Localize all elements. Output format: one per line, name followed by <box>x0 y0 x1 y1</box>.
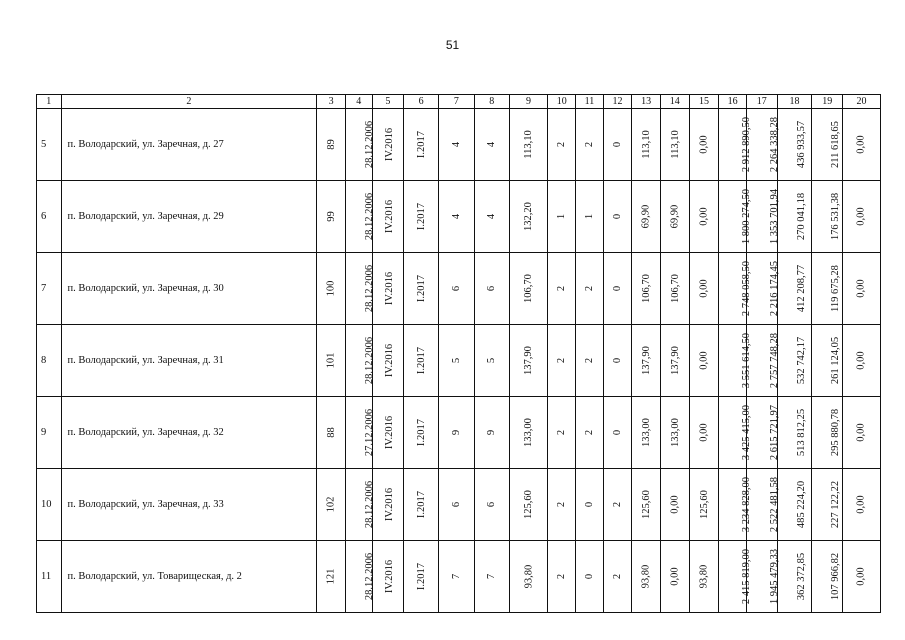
table-cell-col-14 <box>660 469 689 541</box>
table-cell-col-11 <box>576 541 604 613</box>
table-cell-col-15 <box>689 109 719 181</box>
cell-value: 0,00 <box>856 279 868 298</box>
cell-value: 89 <box>325 139 337 150</box>
cell-value: 9 <box>450 429 462 436</box>
table-cell-col-2: п. Володарский, ул. Товарищеская, д. 2 <box>61 541 317 613</box>
table-cell-col-10 <box>548 397 576 469</box>
cell-value: 133,00 <box>523 418 535 447</box>
table-cell-col-9 <box>509 397 548 469</box>
cell-value: 2 <box>612 573 623 580</box>
table-cell-col-6 <box>404 469 439 541</box>
table-cell-col-20 <box>843 397 881 469</box>
column-number-16: 16 <box>719 95 747 109</box>
table-cell-col-18 <box>777 109 812 181</box>
cell-value: 0 <box>612 285 623 292</box>
cell-value: 0,00 <box>856 207 868 226</box>
cell-value: 2 415 819,00 <box>741 548 753 605</box>
table-cell-col-15 <box>689 541 719 613</box>
table-cell-col-5 <box>372 181 404 253</box>
page-number: 51 <box>445 38 460 52</box>
table-cell-col-18 <box>777 469 812 541</box>
table-cell-col-1: 5 <box>37 109 62 181</box>
table-cell-col-11 <box>576 181 604 253</box>
table-cell-col-1: 8 <box>37 325 62 397</box>
cell-value: 100 <box>325 280 337 297</box>
table-cell-col-13 <box>632 325 661 397</box>
cell-value: 2 <box>556 141 568 148</box>
cell-value: IV.2016 <box>383 343 395 378</box>
cell-value: 2 216 174,45 <box>768 260 780 317</box>
cell-value: 2 757 748,28 <box>768 332 780 389</box>
cell-value: 0,00 <box>698 351 710 370</box>
table-cell-col-2: п. Володарский, ул. Заречная, д. 27 <box>61 109 317 181</box>
table-cell-col-16 <box>719 253 753 325</box>
table-cell-col-18 <box>777 253 812 325</box>
table-cell-col-4 <box>345 469 376 541</box>
cell-value: 125,60 <box>698 490 710 519</box>
table-cell-col-1: 9 <box>37 397 62 469</box>
table-cell-col-11 <box>576 325 604 397</box>
cell-value: 88 <box>325 427 337 438</box>
cell-value: 137,90 <box>641 346 653 375</box>
cell-value: 28.12.2006 <box>364 192 376 241</box>
cell-value: 125,60 <box>641 490 653 519</box>
cell-value: 106,70 <box>641 274 653 303</box>
table-cell-col-14 <box>660 181 689 253</box>
table-cell-col-8 <box>474 325 509 397</box>
table-cell-col-7 <box>439 541 475 613</box>
column-number-row <box>37 95 881 109</box>
table-cell-col-5 <box>372 325 404 397</box>
table-cell-col-9 <box>509 253 548 325</box>
cell-value: 28.12.2006 <box>364 480 376 529</box>
table-cell-col-10 <box>548 253 576 325</box>
cell-value: 2 <box>556 501 568 508</box>
table-cell-col-4 <box>345 109 376 181</box>
cell-value: 0,00 <box>698 135 710 154</box>
cell-value: 113,10 <box>523 130 535 159</box>
table-cell-col-19 <box>812 397 843 469</box>
table-cell-col-6 <box>404 397 439 469</box>
table-cell-col-3 <box>317 325 346 397</box>
column-number-12: 12 <box>603 95 632 109</box>
cell-value: 69,90 <box>669 204 681 229</box>
table-cell-col-13 <box>632 253 661 325</box>
cell-value: I.2017 <box>415 274 427 303</box>
cell-value: 0 <box>583 573 595 580</box>
table-cell-col-1: 11 <box>37 541 62 613</box>
cell-value: 2 <box>556 285 568 292</box>
table-cell-col-14 <box>660 253 689 325</box>
table-cell-col-12 <box>603 541 632 613</box>
cell-value: 6 <box>450 285 462 292</box>
table-row <box>37 397 881 469</box>
cell-value: 27.12.2006 <box>364 408 376 457</box>
table-cell-col-5 <box>372 397 404 469</box>
cell-value: 9 <box>486 429 498 436</box>
cell-value: 102 <box>325 496 337 513</box>
cell-value: I.2017 <box>415 490 427 519</box>
table-cell-col-4 <box>345 181 376 253</box>
table-cell-col-12 <box>603 397 632 469</box>
table-cell-col-9 <box>509 109 548 181</box>
table-cell-col-16 <box>719 109 753 181</box>
cell-value: 2 <box>583 429 595 436</box>
table-cell-col-14 <box>660 325 689 397</box>
column-number-2: 2 <box>61 95 317 109</box>
table-row <box>37 181 881 253</box>
table-cell-col-7 <box>439 397 475 469</box>
column-number-4: 4 <box>345 95 372 109</box>
table-cell-col-12 <box>603 253 632 325</box>
table-cell-col-15 <box>689 181 719 253</box>
cell-value: 1 945 479,33 <box>768 548 780 605</box>
cell-value: 1 <box>583 213 595 220</box>
cell-value: 513 812,25 <box>795 408 807 457</box>
cell-value: I.2017 <box>415 418 427 447</box>
table-cell-col-11 <box>576 109 604 181</box>
cell-value: 0,00 <box>856 495 868 514</box>
cell-value: 107 966,82 <box>830 552 842 601</box>
table-cell-col-7 <box>439 109 475 181</box>
cell-value: 0,00 <box>698 207 710 226</box>
cell-value: 99 <box>325 211 337 222</box>
cell-value: 0,00 <box>856 423 868 442</box>
table-cell-col-4 <box>345 325 376 397</box>
cell-value: 2 <box>556 357 568 364</box>
column-number-15: 15 <box>689 95 719 109</box>
table-cell-col-4 <box>345 253 376 325</box>
cell-value: 4 <box>486 141 498 148</box>
table-cell-col-3 <box>317 253 346 325</box>
table-cell-col-20 <box>843 325 881 397</box>
cell-value: 2 <box>556 429 568 436</box>
table-cell-col-15 <box>689 325 719 397</box>
cell-value: 4 <box>450 141 462 148</box>
register-table <box>36 94 881 613</box>
table-cell-col-15 <box>689 397 719 469</box>
table-cell-col-12 <box>603 181 632 253</box>
cell-value: 3 551 614,50 <box>741 332 753 389</box>
table-cell-col-5 <box>372 253 404 325</box>
table-cell-col-8 <box>474 397 509 469</box>
table-cell-col-6 <box>404 109 439 181</box>
table-cell-col-10 <box>548 109 576 181</box>
cell-value: 2 264 338,28 <box>768 116 780 173</box>
table-cell-col-3 <box>317 541 346 613</box>
column-number-11: 11 <box>576 95 604 109</box>
column-number-20: 20 <box>843 95 881 109</box>
table-cell-col-12 <box>603 109 632 181</box>
column-number-6: 6 <box>404 95 439 109</box>
cell-value: IV.2016 <box>383 271 395 306</box>
cell-value: 2 <box>583 285 595 292</box>
table-cell-col-10 <box>548 541 576 613</box>
cell-value: 6 <box>486 501 498 508</box>
table-cell-col-11 <box>576 397 604 469</box>
cell-value: 1 353 701,94 <box>768 188 780 245</box>
cell-value: 7 <box>450 573 462 580</box>
column-number-9: 9 <box>509 95 548 109</box>
cell-value: IV.2016 <box>383 487 395 522</box>
column-number-14: 14 <box>660 95 689 109</box>
table-cell-col-10 <box>548 469 576 541</box>
cell-value: 121 <box>325 568 337 585</box>
table-cell-col-14 <box>660 109 689 181</box>
table-row <box>37 469 881 541</box>
table-cell-col-12 <box>603 325 632 397</box>
cell-value: IV.2016 <box>383 415 395 450</box>
table-cell-col-14 <box>660 541 689 613</box>
table-cell-col-5 <box>372 469 404 541</box>
table-cell-col-19 <box>812 541 843 613</box>
cell-value: I.2017 <box>415 346 427 375</box>
cell-value: 113,10 <box>641 130 653 159</box>
cell-value: 93,80 <box>640 564 652 589</box>
table-cell-col-5 <box>372 109 404 181</box>
table-cell-col-20 <box>843 469 881 541</box>
cell-value: 28.12.2006 <box>364 336 376 385</box>
cell-value: 2 615 721,97 <box>768 404 780 461</box>
cell-value: 176 531,38 <box>830 192 842 241</box>
cell-value: 270 041,18 <box>795 192 807 241</box>
cell-value: 0,00 <box>698 279 710 298</box>
table-cell-col-8 <box>474 181 509 253</box>
table-cell-col-7 <box>439 469 475 541</box>
column-number-5: 5 <box>372 95 404 109</box>
cell-value: 125,60 <box>523 490 535 519</box>
cell-value: 0,00 <box>856 567 868 586</box>
cell-value: 227 122,22 <box>830 480 842 529</box>
cell-value: 4 <box>450 213 462 220</box>
cell-value: 0,00 <box>856 135 868 154</box>
table-cell-col-11 <box>576 253 604 325</box>
table-cell-col-6 <box>404 541 439 613</box>
table-cell-col-1: 7 <box>37 253 62 325</box>
table-cell-col-10 <box>548 181 576 253</box>
cell-value: 7 <box>486 573 498 580</box>
table-cell-col-2: п. Володарский, ул. Заречная, д. 30 <box>61 253 317 325</box>
cell-value: I.2017 <box>415 130 427 159</box>
table-cell-col-15 <box>689 253 719 325</box>
cell-value: 0 <box>583 501 595 508</box>
table-cell-col-8 <box>474 469 509 541</box>
table-cell-col-2: п. Володарский, ул. Заречная, д. 29 <box>61 181 317 253</box>
table-cell-col-13 <box>632 469 661 541</box>
table-cell-col-3 <box>317 109 346 181</box>
cell-value: IV.2016 <box>383 199 395 234</box>
cell-value: 132,20 <box>523 202 535 231</box>
cell-value: 137,90 <box>669 346 681 375</box>
cell-value: 137,90 <box>523 346 535 375</box>
table-cell-col-2: п. Володарский, ул. Заречная, д. 32 <box>61 397 317 469</box>
table-cell-col-18 <box>777 397 812 469</box>
table-cell-col-20 <box>843 181 881 253</box>
table-cell-col-3 <box>317 469 346 541</box>
table-cell-col-19 <box>812 325 843 397</box>
table-cell-col-16 <box>719 181 753 253</box>
table-cell-col-3 <box>317 181 346 253</box>
table-cell-col-16 <box>719 469 753 541</box>
cell-value: 5 <box>486 357 498 364</box>
cell-value: 0 <box>612 213 623 220</box>
cell-value: 3 425 415,00 <box>741 404 753 461</box>
cell-value: 532 742,17 <box>795 336 807 385</box>
table-cell-col-18 <box>777 541 812 613</box>
cell-value: 0,00 <box>856 351 868 370</box>
cell-value: 106,70 <box>523 274 535 303</box>
table-row <box>37 541 881 613</box>
column-number-3: 3 <box>317 95 346 109</box>
table-cell-col-8 <box>474 109 509 181</box>
table-cell-col-2: п. Володарский, ул. Заречная, д. 31 <box>61 325 317 397</box>
table-cell-col-19 <box>812 253 843 325</box>
table-cell-col-7 <box>439 325 475 397</box>
table-cell-col-9 <box>509 541 548 613</box>
cell-value: IV.2016 <box>383 559 395 594</box>
cell-value: 211 618,65 <box>830 121 842 168</box>
cell-value: 0,00 <box>698 423 710 442</box>
table-cell-col-13 <box>632 109 661 181</box>
cell-value: I.2017 <box>415 562 427 591</box>
table-cell-col-13 <box>632 397 661 469</box>
table-cell-col-9 <box>509 325 548 397</box>
table-cell-col-13 <box>632 541 661 613</box>
cell-value: 101 <box>325 352 337 369</box>
column-number-8: 8 <box>474 95 509 109</box>
cell-value: 28.12.2006 <box>364 120 376 169</box>
table-cell-col-18 <box>777 325 812 397</box>
cell-value: 69,90 <box>640 204 652 229</box>
cell-value: 4 <box>486 213 498 220</box>
table-cell-col-9 <box>509 181 548 253</box>
cell-value: 2 <box>556 573 568 580</box>
cell-value: 2 <box>583 141 595 148</box>
table-cell-col-18 <box>777 181 812 253</box>
cell-value: 3 234 828,00 <box>741 476 753 533</box>
cell-value: 362 372,85 <box>795 552 807 601</box>
table-row <box>37 109 881 181</box>
table-row <box>37 253 881 325</box>
cell-value: 0,00 <box>669 495 681 514</box>
cell-value: 93,80 <box>523 564 535 589</box>
column-number-7: 7 <box>439 95 475 109</box>
cell-value: 28.12.2006 <box>364 264 376 313</box>
cell-value: I.2017 <box>415 202 427 231</box>
table-cell-col-20 <box>843 253 881 325</box>
cell-value: 28.12.2006 <box>364 552 376 601</box>
table-cell-col-9 <box>509 469 548 541</box>
cell-value: 6 <box>486 285 498 292</box>
cell-value: 2 912 890,50 <box>741 116 753 173</box>
cell-value: 2 748 058,50 <box>741 260 753 317</box>
table-cell-col-7 <box>439 253 475 325</box>
column-number-17: 17 <box>746 95 777 109</box>
cell-value: 485 224,20 <box>795 480 807 529</box>
column-number-19: 19 <box>812 95 843 109</box>
cell-value: 0 <box>612 429 623 436</box>
column-number-18: 18 <box>777 95 812 109</box>
table-cell-col-8 <box>474 253 509 325</box>
table-cell-col-13 <box>632 181 661 253</box>
cell-value: 1 <box>556 213 568 220</box>
cell-value: 133,00 <box>669 418 681 447</box>
table-cell-col-3 <box>317 397 346 469</box>
cell-value: 133,00 <box>641 418 653 447</box>
table-cell-col-19 <box>812 181 843 253</box>
table-row <box>37 325 881 397</box>
cell-value: 0,00 <box>669 567 681 586</box>
table-cell-col-2: п. Володарский, ул. Заречная, д. 33 <box>61 469 317 541</box>
table-cell-col-20 <box>843 541 881 613</box>
cell-value: 6 <box>450 501 462 508</box>
table-cell-col-4 <box>345 541 376 613</box>
table-cell-col-12 <box>603 469 632 541</box>
table-cell-col-20 <box>843 109 881 181</box>
cell-value: 295 880,78 <box>830 408 842 457</box>
table-cell-col-16 <box>719 325 753 397</box>
cell-value: 0 <box>612 141 623 148</box>
table-cell-col-1: 6 <box>37 181 62 253</box>
cell-value: 0 <box>612 357 623 364</box>
table-cell-col-16 <box>719 541 753 613</box>
table-cell-col-16 <box>719 397 753 469</box>
table-cell-col-6 <box>404 181 439 253</box>
cell-value: 2 522 481,58 <box>768 476 780 533</box>
column-number-10: 10 <box>548 95 576 109</box>
table-cell-col-4 <box>345 397 376 469</box>
table-cell-col-10 <box>548 325 576 397</box>
cell-value: 106,70 <box>669 274 681 303</box>
table-cell-col-6 <box>404 325 439 397</box>
cell-value: 436 933,57 <box>795 120 807 169</box>
cell-value: 119 675,28 <box>830 265 842 312</box>
cell-value: 1 800 274,50 <box>741 188 753 245</box>
table-cell-col-1: 10 <box>37 469 62 541</box>
cell-value: 93,80 <box>698 564 710 589</box>
cell-value: 2 <box>612 501 623 508</box>
table-cell-col-5 <box>372 541 404 613</box>
column-number-13: 13 <box>632 95 661 109</box>
table-cell-col-7 <box>439 181 475 253</box>
table-cell-col-15 <box>689 469 719 541</box>
cell-value: 2 <box>583 357 595 364</box>
cell-value: 412 208,77 <box>795 264 807 313</box>
table-cell-col-14 <box>660 397 689 469</box>
cell-value: 261 124,05 <box>830 336 842 385</box>
cell-value: 5 <box>450 357 462 364</box>
cell-value: IV.2016 <box>383 127 395 162</box>
table-cell-col-8 <box>474 541 509 613</box>
table-cell-col-19 <box>812 109 843 181</box>
column-number-1: 1 <box>37 95 62 109</box>
cell-value: 113,10 <box>669 130 681 159</box>
table-cell-col-6 <box>404 253 439 325</box>
table-cell-col-19 <box>812 469 843 541</box>
table-cell-col-11 <box>576 469 604 541</box>
